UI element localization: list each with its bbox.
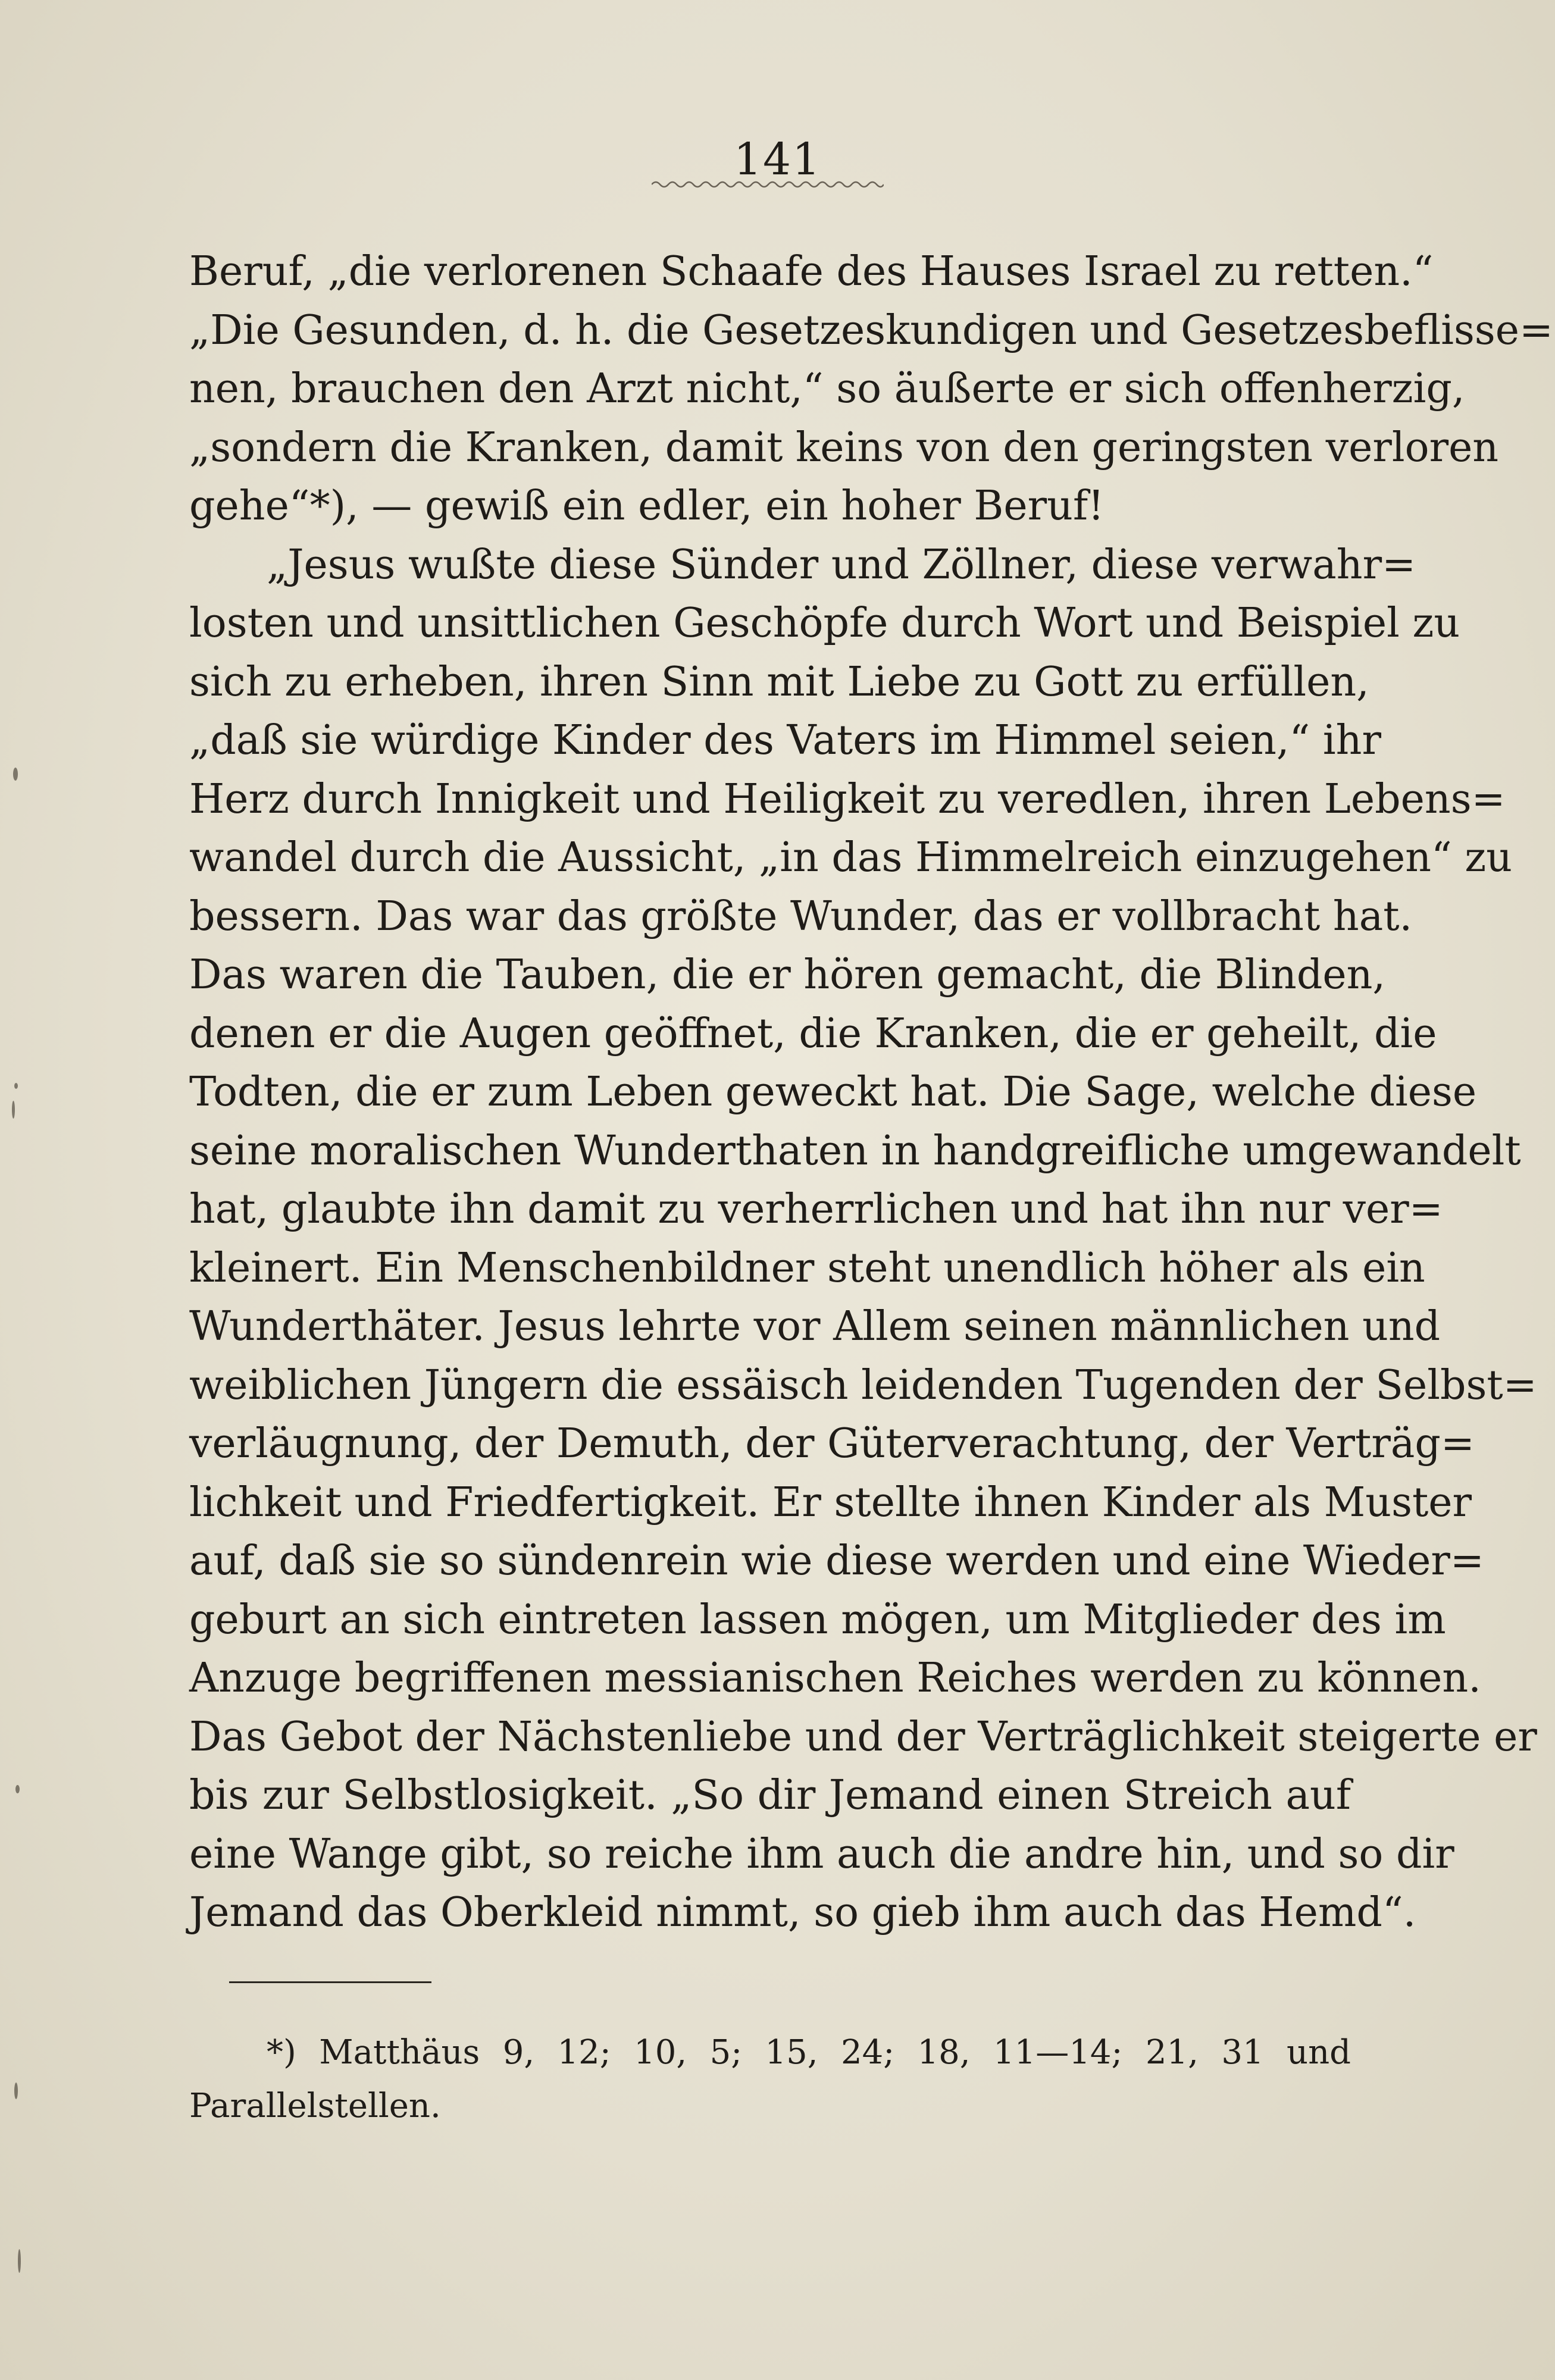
scan-speck xyxy=(18,2249,21,2273)
text-line: Das waren die Tauben, die er hören gemacht, die Blinden, xyxy=(189,951,1386,998)
text-line: eine Wange gibt, so reiche ihm auch die andre hin, und so dir xyxy=(189,1830,1454,1878)
text-line: Anzuge begriffenen messianischen Reiches werden zu können. xyxy=(189,1655,1481,1702)
text-line: hat, glaubte ihn damit zu verherrlichen und hat ihn nur ver= xyxy=(189,1186,1443,1233)
scan-speck xyxy=(13,768,18,781)
text-line: bis zur Selbstlosigkeit. „So dir Jemand einen Streich auf xyxy=(189,1772,1351,1819)
footnote-line: *) Matthäus 9, 12; 10, 5; 15, 24; 18, 11—14; 21, 31 und xyxy=(267,2033,1351,2072)
text-line: bessern. Das war das größte Wunder, das er vollbracht hat. xyxy=(189,892,1413,940)
main-text xyxy=(189,243,1553,1943)
scan-speck xyxy=(12,1101,15,1119)
text-line: weiblichen Jüngern die essäisch leidenden Tugenden der Selbst= xyxy=(189,1361,1537,1409)
scan-speck xyxy=(14,1083,18,1089)
text-line: Wunderthäter. Jesus lehrte vor Allem seinen männlichen und xyxy=(189,1303,1441,1350)
text-line: kleinert. Ein Menschenbildner steht unendlich höher als ein xyxy=(189,1244,1425,1292)
scan-speck xyxy=(14,2082,18,2099)
text-line: denen er die Augen geöffnet, die Kranken, die er geheilt, die xyxy=(189,1010,1437,1057)
text-line: Herz durch Innigkeit und Heiligkeit zu veredlen, ihren Lebens= xyxy=(189,775,1506,823)
text-line: Todten, die er zum Leben geweckt hat. Die Sage, welche diese xyxy=(189,1069,1477,1116)
text-line: losten und unsittlichen Geschöpfe durch Wort und Beispiel zu xyxy=(189,600,1460,647)
text-line: gehe“*), — gewiß ein edler, ein hoher Beruf! xyxy=(189,483,1105,530)
text-line: „Jesus wußte diese Sünder und Zöllner, diese verwahr= xyxy=(267,541,1416,588)
text-line: Beruf, „die verlorenen Schaafe des Hauses Israel zu retten.“ xyxy=(189,248,1434,295)
text-line: wandel durch die Aussicht, „in das Himmelreich einzugehen“ zu xyxy=(189,834,1512,881)
text-line: lichkeit und Friedfertigkeit. Er stellte ihnen Kinder als Muster xyxy=(189,1479,1472,1526)
footnote xyxy=(189,2026,1351,2133)
text-line: „sondern die Kranken, damit keins von den geringsten verloren xyxy=(189,424,1499,471)
text-line: „daß sie würdige Kinder des Vaters im Himmel seien,“ ihr xyxy=(189,717,1381,764)
footnote-divider xyxy=(229,1981,431,1983)
text-line: „Die Gesunden, d. h. die Gesetzeskundigen und Gesetzesbeflisse= xyxy=(189,306,1553,354)
page-number: 141 xyxy=(733,134,822,185)
text-line: Das Gebot der Nächstenliebe und der Verträglichkeit steigerte er xyxy=(189,1713,1537,1761)
scan-speck xyxy=(15,1785,20,1793)
text-line: auf, daß sie so sündenrein wie diese werden und eine Wieder= xyxy=(189,1537,1484,1584)
text-line: nen, brauchen den Arzt nicht,“ so äußerte er sich offenherzig, xyxy=(189,365,1465,412)
text-line: Jemand das Oberkleid nimmt, so gieb ihm auch das Hemd“. xyxy=(189,1889,1416,1936)
wavy-ornament xyxy=(652,178,884,190)
text-line: verläugnung, der Demuth, der Güterverachtung, der Verträg= xyxy=(189,1420,1475,1467)
footnote-line: Parallelstellen. xyxy=(189,2087,441,2125)
text-line: seine moralischen Wunderthaten in handgreifliche umgewandelt xyxy=(189,1127,1521,1175)
text-line: geburt an sich eintreten lassen mögen, um Mitglieder des im xyxy=(189,1596,1446,1643)
text-line: sich zu erheben, ihren Sinn mit Liebe zu Gott zu erfüllen, xyxy=(189,658,1369,706)
